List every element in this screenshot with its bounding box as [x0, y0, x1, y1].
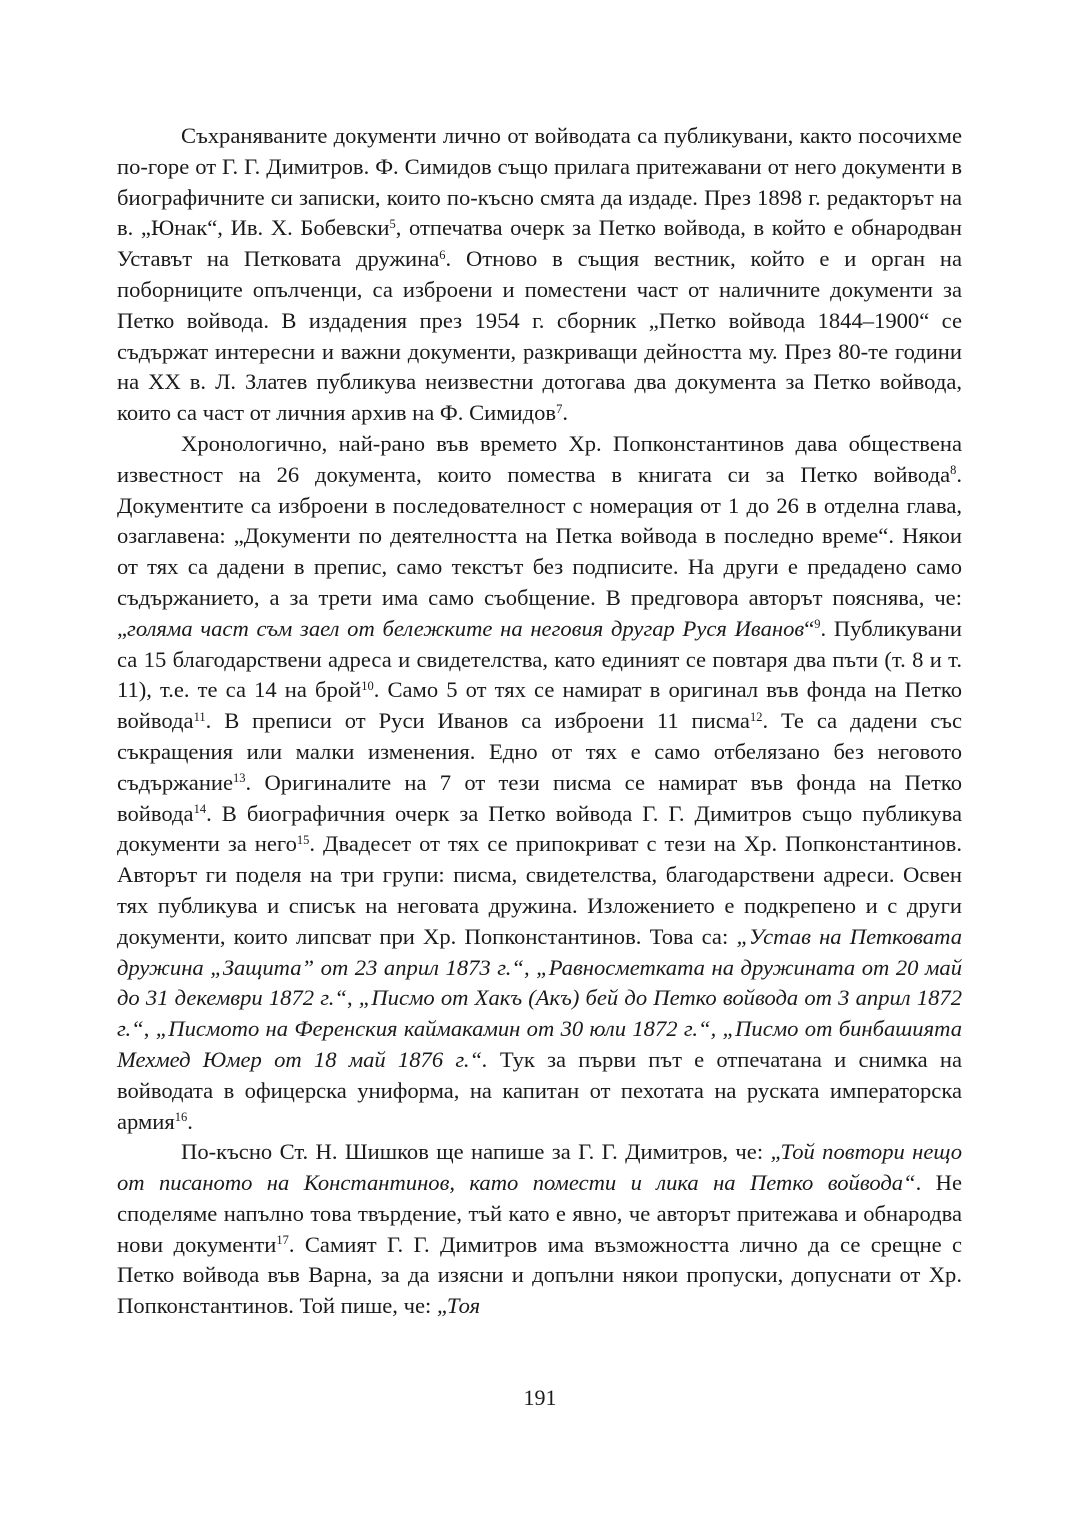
footnote-ref: 7	[556, 401, 563, 416]
footnote-ref: 13	[233, 771, 246, 786]
text-run: . Те са дадени със съкращения или малки изменения. Едно от тях е само отбелязано без неговото съдържание	[117, 708, 962, 795]
text-run: . В биографичния очерк за Петко войвода Г. Г. Димитров също публикува документи за него	[117, 800, 962, 857]
text-run: “	[804, 615, 815, 641]
footnote-ref: 17	[276, 1233, 289, 1248]
page-body	[117, 121, 962, 1322]
footnote-ref: 9	[814, 617, 821, 632]
paragraph	[117, 429, 962, 1137]
footnote-ref: 15	[296, 832, 310, 847]
text-run: . Документите са изброени в последователност с номерация от 1 до 26 в отделна глава, озаглавена: „Документи по деятелността на Петка войвода в последно време“. Някои от тях са дадени в препис, само текстът без подписите. На други е предадено само съдържанието, а за трети има само съобщение. В предговора авторът пояснява, че: „	[117, 461, 962, 641]
text-run: Съхраняваните документи лично от войводата са публикувани, както посочихме по-горе от Г. Г. Димитров. Ф. Симидов също прилага притежавани от него документи в биографичните си записки, които по-късно смята да издаде. През 1898 г. редакторът на в. „Юнак“, Ив. Х. Бобевски	[117, 123, 962, 241]
text-run: . Отново в същия вестник, който е и орган на поборниците опълченци, са изброени и поместени част от наличните документи за Петко войвода. В издадения през 1954 г. сборник „Петко войвода 1844–1900“ се съдържат интересни и важни документи, разкриващи дейността му. През 80-те години на ХХ в. Л. Златев публикува неизвестни дотогава два документа за Петко войвода, които са част от личния архив на Ф. Симидов	[117, 246, 962, 426]
italic-quote: голяма част съм заел от бележките на неговия другар Руся Иванов	[127, 615, 805, 641]
text-run: Тук за първи път е отпечатана и снимка на войводата в офицерска униформа, на капитан от пехотата на руската императорска армия	[117, 1046, 962, 1134]
footnote-ref: 12	[749, 709, 763, 724]
text-run: По-късно Ст. Н. Шишков ще напише за Г. Г. Димитров, че:	[181, 1139, 771, 1165]
text-run: , отпечатва очерк за Петко войвода, в който е обнародван Уставът на Петковата дружина	[117, 215, 962, 272]
footnote-ref: 14	[193, 802, 207, 816]
text-run: ,	[143, 1016, 156, 1042]
text-run: . В преписи от Руси Иванов са изброени 11 писма	[205, 708, 750, 734]
text-run: .	[562, 400, 568, 426]
text-run: ,	[346, 985, 359, 1011]
italic-quote: „Тоя	[436, 1293, 481, 1319]
page-number: 191	[523, 1385, 557, 1410]
footnote-ref: 6	[439, 247, 446, 262]
italic-quote: „Устав на Петковата дружина „Защита” от 23 април 1873 г.“, „Равносметката на дружината от 20 май до 31 декември 1872 г.“	[117, 923, 962, 1011]
footnote-ref: 11	[193, 709, 206, 724]
italic-quote: „Писмо от Хакъ (Акъ) бей до Петко войвода от 3 април 1872 г.“	[117, 985, 963, 1042]
text-run: . Самият Г. Г. Димитров има възможността лично да се срещне с Петко войвода във Варна, за да изясни и допълни някои пропуски, допуснати от Хр. Попконстантинов. Той пише, че:	[117, 1231, 962, 1319]
italic-quote: „Той повтори нещо от писаното на Константинов, като помести и лика на Петко войвода“	[117, 1139, 963, 1196]
italic-quote: „Писмото на Ференския каймакамин от 30 юли 1872 г.“, „Писмо от бинбашията Мехмед Юмер от 18 май 1876 г.“.	[117, 1016, 962, 1072]
footnote-ref: 10	[361, 678, 374, 693]
paragraph	[117, 121, 962, 429]
text-run: . Не споделяме напълно това твърдение, тъй като е явно, че авторът притежава и обнародва нови документи	[117, 1170, 962, 1257]
text-run: . Оригиналите на 7 от тези писма се намират във фонда на Петко войвода	[117, 769, 962, 826]
paragraph	[117, 1137, 962, 1322]
text-run: . Само 5 от тях се намират в оригинал във фонда на Петко войвода	[117, 677, 962, 734]
text-run: .	[187, 1108, 193, 1134]
text-run: Хронологично, най-рано във времето Хр. Попконстантинов дава обществена известност на 26 документа, които помества в книгата си за Петко войвода	[117, 430, 962, 487]
text-run: . Двадесет от тях се припокриват с тези на Хр. Попконстантинов. Авторът ги поделя на три групи: писма, свидетелства, благодарствени адреси. Освен тях публикува и списък на неговата дружина. Изложението е подкрепено и с други документи, които липсват при Хр. Попконстантинов. Това са:	[117, 831, 962, 949]
footnote-ref: 8	[950, 463, 957, 478]
text-run: . Публикувани са 15 благодарствени адреса и свидетелства, като единият се повтаря два пъти (т. 8 и т. 11), т.е. те са 14 на брой	[117, 615, 962, 703]
footnote-ref: 16	[174, 1109, 188, 1124]
footnote-ref: 5	[389, 216, 396, 231]
